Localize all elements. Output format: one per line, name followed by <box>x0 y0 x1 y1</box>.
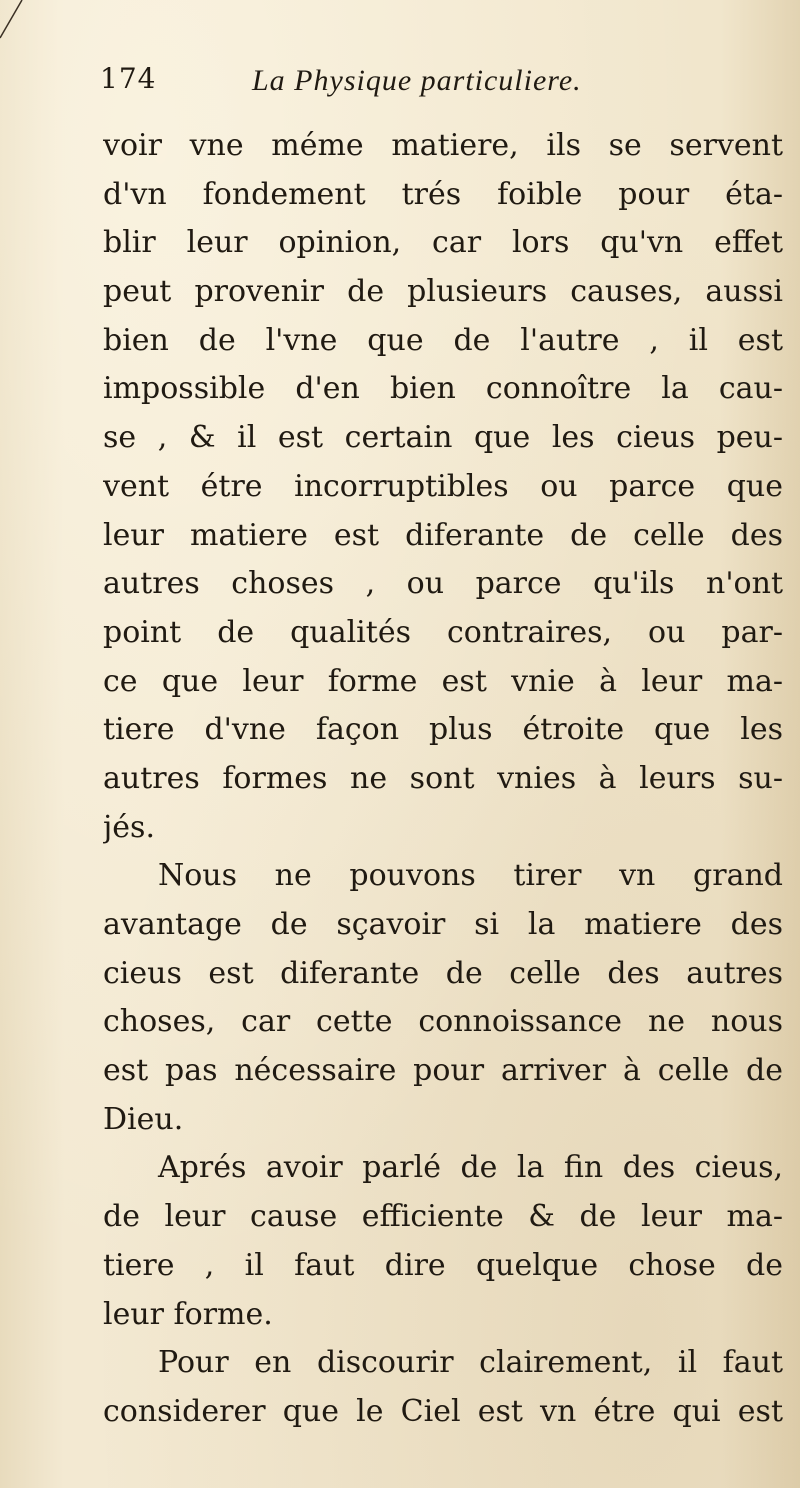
text-line: de leur cause efficiente & de leur ma- <box>103 1199 783 1235</box>
text-line: avantage de sçavoir si la matiere des <box>103 907 783 942</box>
text-line: bien de l'vne que de l'autre , il est <box>103 322 783 358</box>
text-line: se , & il est certain que les cieus peu- <box>103 420 783 456</box>
page-corner-mark <box>0 0 26 40</box>
text-line: cieus est diferante de celle des autres <box>103 955 783 991</box>
text-line: choses, car cette connoissance ne nous <box>103 1004 783 1040</box>
text-line: considerer que le Ciel est vn étre qui est <box>103 1393 783 1429</box>
paragraph-first-line: Nous ne pouvons tirer vn grand <box>158 858 783 894</box>
text-line: vent étre incorruptibles ou parce que <box>103 468 783 504</box>
paragraph-first-line: Aprés avoir parlé de la fin des cieus, <box>158 1150 783 1186</box>
text-line: point de qualités contraires, ou par- <box>103 614 783 650</box>
running-title: La Physique particuliere. <box>252 64 582 97</box>
page-number: 174 <box>100 62 157 95</box>
text-line: leur matiere est diferante de celle des <box>103 517 783 553</box>
text-line: peut provenir de plusieurs causes, aussi <box>103 274 783 310</box>
body-text <box>103 122 783 1437</box>
text-line: autres formes ne sont vnies à leurs su- <box>103 760 783 796</box>
page-header <box>100 62 720 102</box>
text-line: tiere d'vne façon plus étroite que les <box>103 712 783 748</box>
text-line: impossible d'en bien connoître la cau- <box>103 371 783 407</box>
text-line: voir vne méme matiere, ils se servent <box>103 128 783 163</box>
text-line: est pas nécessaire pour arriver à celle de <box>103 1053 783 1089</box>
paragraph-first-line: Pour en discourir clairement, il faut <box>158 1345 783 1381</box>
text-line: jés. <box>103 809 155 845</box>
text-line: autres choses , ou parce qu'ils n'ont <box>103 566 783 602</box>
text-line: blir leur opinion, car lors qu'vn effet <box>103 225 783 261</box>
text-line: tiere , il faut dire quelque chose de <box>103 1247 783 1283</box>
text-line: ce que leur forme est vnie à leur ma- <box>103 663 783 699</box>
text-line: leur forme. <box>103 1296 273 1332</box>
text-line: Dieu. <box>103 1101 184 1137</box>
text-line: d'vn fondement trés foible pour éta- <box>103 176 783 212</box>
